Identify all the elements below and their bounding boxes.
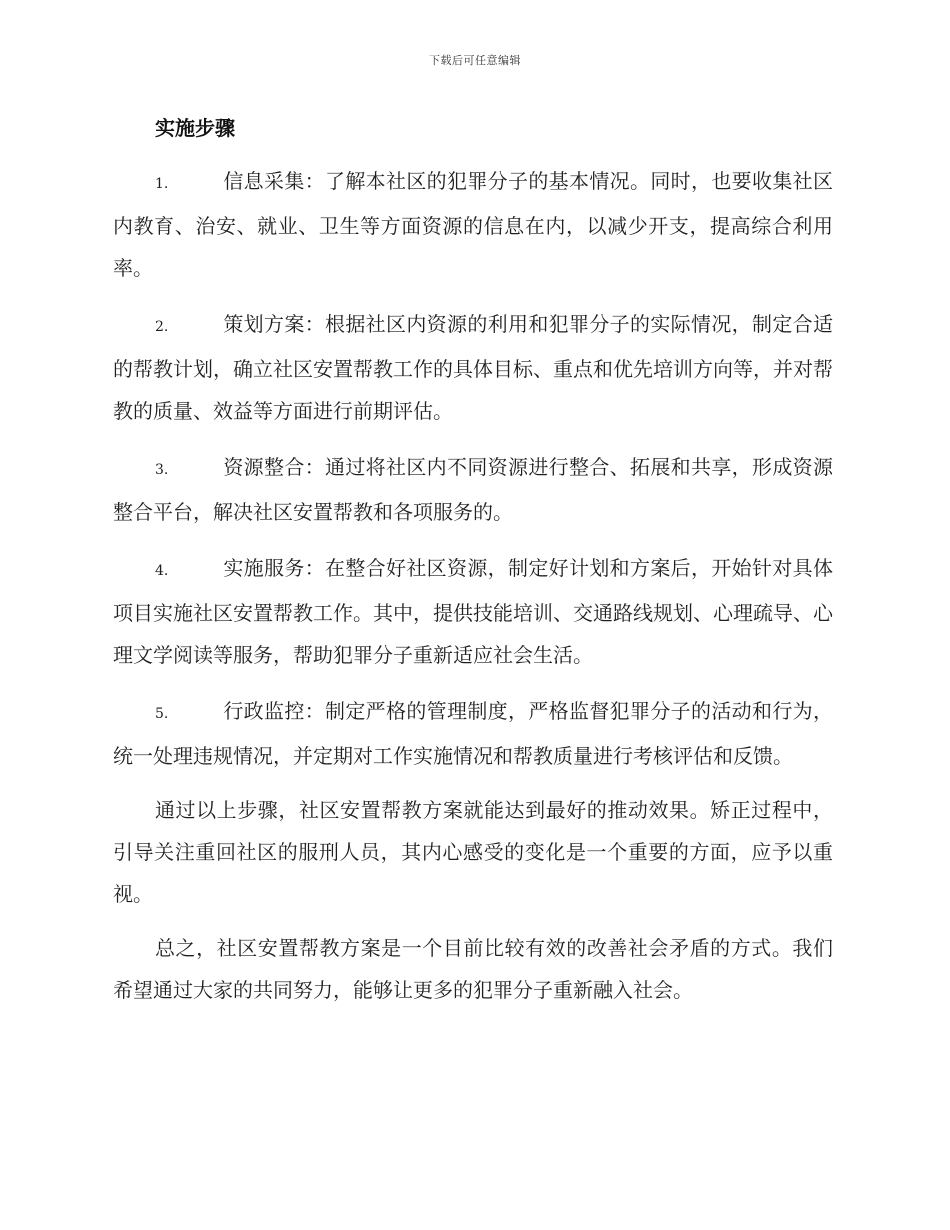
step-item-4 (113, 547, 833, 676)
step-text: 资源整合：通过将社区内不同资源进行整合、拓展和共享，形成资源整合平台，解决社区安置帮教和各项服务的。 (113, 455, 833, 524)
step-item-1 (113, 160, 833, 289)
step-item-2 (113, 303, 833, 432)
section-heading: 实施步骤 (155, 116, 235, 140)
conclusion-paragraph: 总之，社区安置帮教方案是一个目前比较有效的改善社会矛盾的方式。我们希望通过大家的共同努力，能够让更多的犯罪分子重新融入社会。 (113, 936, 833, 1002)
step-number: 3. (155, 462, 169, 478)
step-number: 4. (155, 563, 169, 579)
step-text: 策划方案：根据社区内资源的利用和犯罪分子的实际情况，制定合适的帮教计划，确立社区安置帮教工作的具体目标、重点和优先培训方向等，并对帮教的质量、效益等方面进行前期评估。 (113, 312, 833, 423)
step-text: 行政监控：制定严格的管理制度，严格监督犯罪分子的活动和行为，统一处理违规情况，并定期对工作实施情况和帮教质量进行考核评估和反馈。 (113, 699, 833, 768)
step-number: 2. (155, 319, 169, 335)
step-number: 1. (155, 176, 169, 192)
summary-paragraph: 通过以上步骤，社区安置帮教方案就能达到最好的推动效果。矫正过程中，引导关注重回社区的服刑人员，其内心感受的变化是一个重要的方面，应予以重视。 (113, 798, 833, 906)
step-item-5 (113, 690, 833, 777)
step-number: 5. (155, 706, 169, 722)
step-text: 实施服务：在整合好社区资源，制定好计划和方案后，开始针对具体项目实施社区安置帮教工作。其中，提供技能培训、交通路线规划、心理疏导、心理文学阅读等服务，帮助犯罪分子重新适应社会生活。 (113, 556, 833, 667)
step-item-3 (113, 446, 833, 533)
page-header: 下载后可任意编辑 (429, 54, 521, 67)
step-text: 信息采集：了解本社区的犯罪分子的基本情况。同时，也要收集社区内教育、治安、就业、卫生等方面资源的信息在内，以减少开支，提高综合利用率。 (113, 169, 833, 280)
document-body (113, 110, 833, 1011)
